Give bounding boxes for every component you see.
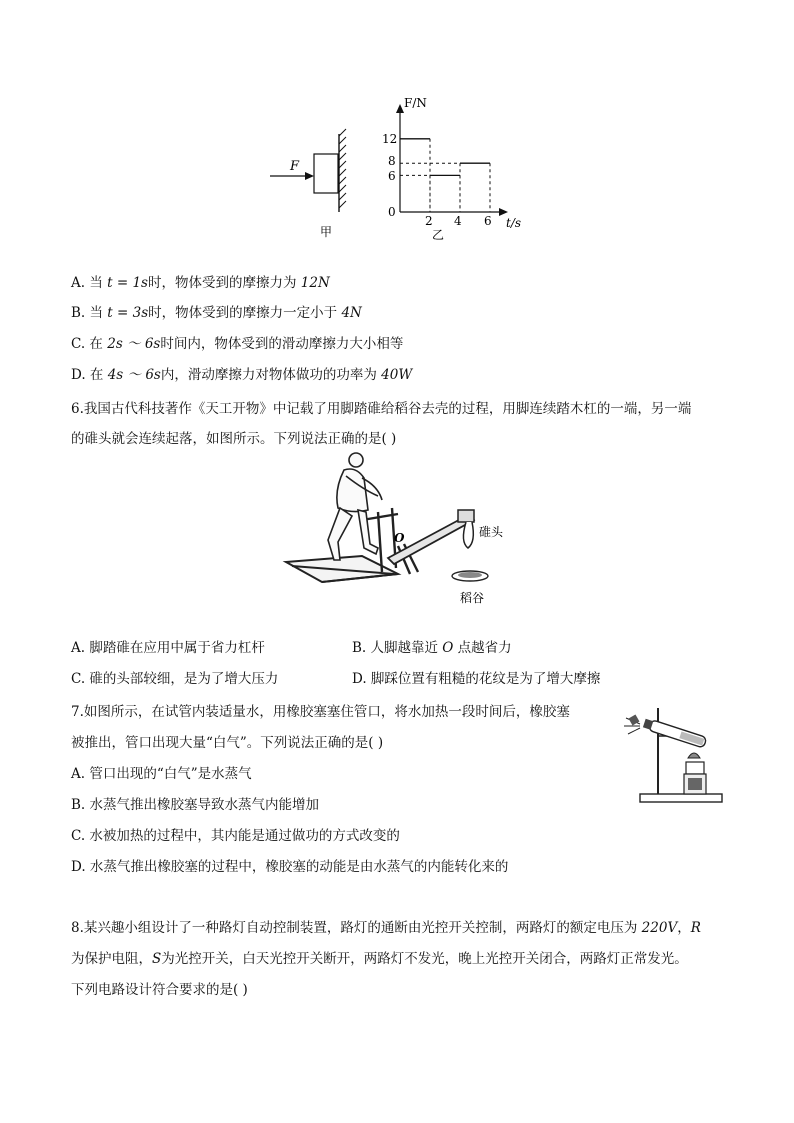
x-tick-4: 4 bbox=[454, 214, 462, 228]
y-tick-6: 6 bbox=[388, 169, 396, 183]
q7-option-b: B. 水蒸气推出橡胶塞导致水蒸气内能增加 bbox=[71, 797, 320, 813]
block bbox=[314, 154, 338, 193]
q8-stem-line3: 下列电路设计符合要求的是( ) bbox=[71, 982, 248, 998]
q5-option-d: D. 在 4s ～ 6s内，滑动摩擦力对物体做功的功率为 40W bbox=[71, 367, 413, 383]
q6-stem-line2: 的碓头就会连续起落，如图所示。下列说法正确的是( ) bbox=[71, 431, 397, 447]
test-tube-apparatus-illustration bbox=[618, 700, 728, 808]
caption-right: 乙 bbox=[432, 228, 445, 242]
q6-stem-line1: 6.我国古代科技著作《天工开物》中记载了用脚踏碓给稻谷去壳的过程，用脚连续踏木杠的一端，另一端 bbox=[71, 401, 692, 417]
pestle-head-label: 碓头 bbox=[479, 525, 504, 539]
block-and-wall-diagram bbox=[270, 129, 346, 239]
f-t-series bbox=[400, 139, 490, 212]
q7-option-d: D. 水蒸气推出橡胶塞的过程中，橡胶塞的动能是由水蒸气的内能转化来的 bbox=[71, 859, 509, 875]
q7-option-a: A. 管口出现的“白气”是水蒸气 bbox=[71, 766, 252, 782]
force-label: F bbox=[290, 159, 300, 174]
q8-stem-line2: 为保护电阻，S为光控开关，白天光控开关断开，两路灯不发光，晚上光控开关闭合，两路灯正常发光。 bbox=[71, 951, 688, 967]
q8-stem-line1: 8.某兴趣小组设计了一种路灯自动控制装置，路灯的通断由光控开关控制，两路灯的额定电压为 220V，R bbox=[71, 920, 701, 936]
q6-option-a: A. 脚踏碓在应用中属于省力杠杆 bbox=[71, 640, 265, 656]
x-tick-2: 2 bbox=[425, 214, 433, 228]
q7-stem-line2: 被推出，管口出现大量“白气”。下列说法正确的是( ) bbox=[71, 735, 384, 751]
q6-option-d: D. 脚踩位置有粗糙的花纹是为了增大摩擦 bbox=[352, 671, 601, 687]
x-axis-label: t/s bbox=[506, 216, 522, 230]
force-diagram-figure bbox=[262, 94, 532, 244]
q5-option-c: C. 在 2s ～ 6s时间内，物体受到的滑动摩擦力大小相等 bbox=[71, 336, 404, 352]
q5-option-a: A. 当 t = 1s时，物体受到的摩擦力为 12N bbox=[71, 275, 330, 291]
q7-stem-line1: 7.如图所示，在试管内装适量水，用橡胶塞塞住管口，将水加热一段时间后，橡胶塞 bbox=[71, 704, 570, 720]
origin-label: 0 bbox=[388, 205, 396, 219]
grain-label: 稻谷 bbox=[460, 591, 485, 605]
foot-pestle-illustration bbox=[282, 450, 522, 610]
q6-option-b: B. 人脚越靠近 O 点越省力 bbox=[352, 640, 512, 656]
caption-left: 甲 bbox=[320, 225, 333, 239]
f-t-graph bbox=[382, 96, 521, 242]
pivot-label: O bbox=[394, 531, 405, 545]
y-tick-12: 12 bbox=[382, 132, 398, 146]
y-tick-8: 8 bbox=[388, 154, 396, 168]
q7-option-c: C. 水被加热的过程中，其内能是通过做功的方式改变的 bbox=[71, 828, 400, 844]
x-tick-6: 6 bbox=[484, 214, 492, 228]
q5-option-b: B. 当 t = 3s时，物体受到的摩擦力一定小于 4N bbox=[71, 305, 362, 321]
y-axis-label: F/N bbox=[404, 96, 427, 110]
q6-option-c: C. 碓的头部较细，是为了增大压力 bbox=[71, 671, 279, 687]
